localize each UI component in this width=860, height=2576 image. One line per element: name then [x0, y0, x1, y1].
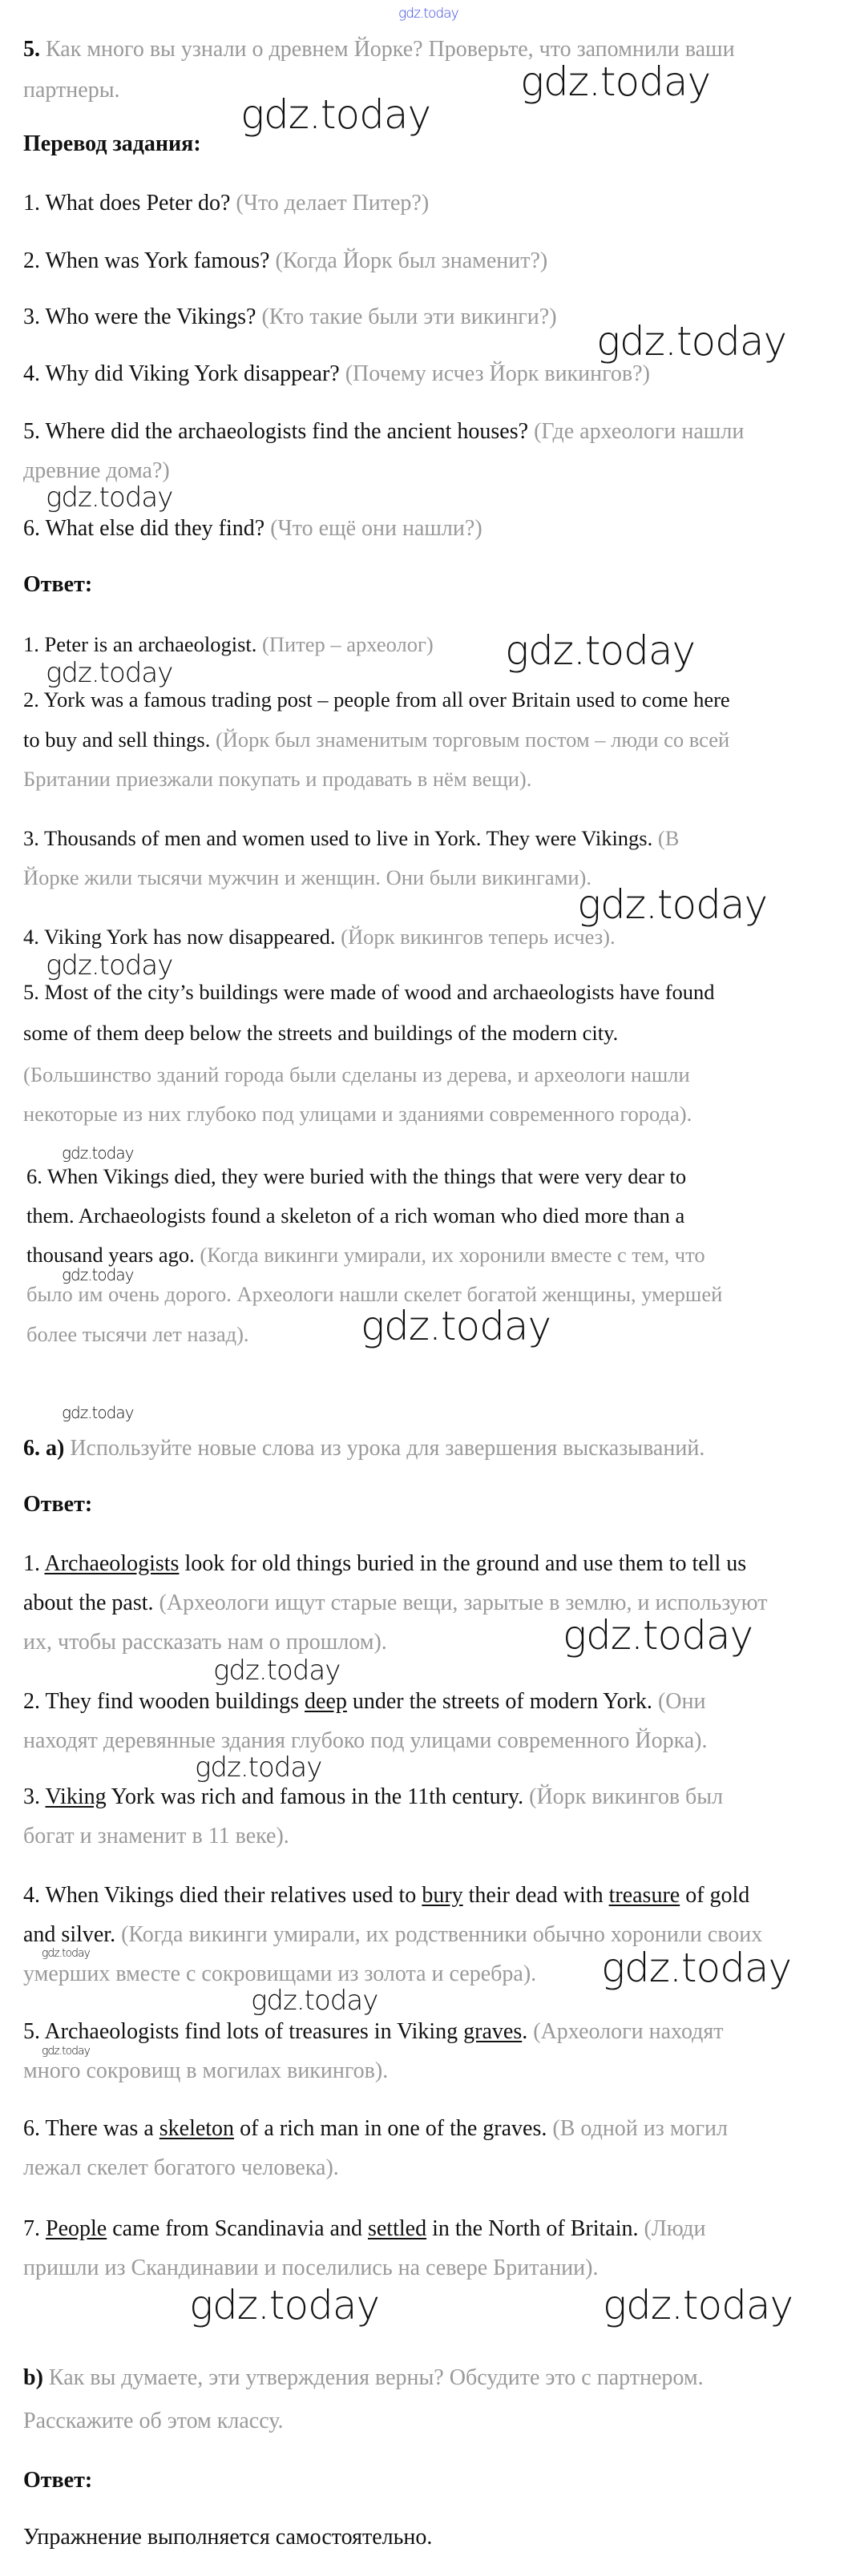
english-text: 5. Where did the archaeologists find the ancient houses? [23, 419, 535, 444]
underlined-keyword: bury [422, 1883, 463, 1908]
translation-text: было им очень дорого. Археологи нашли скелет богатой женщины, умершей [26, 1282, 723, 1306]
text-line [23, 1437, 705, 1460]
text-line [23, 1786, 723, 1808]
translation-text: (Йорк викингов теперь исчез). [341, 925, 616, 949]
watermark: gdz.today [251, 1985, 378, 2017]
underlined-keyword: graves [463, 2019, 523, 2044]
english-text: Упражнение выполняется самостоятельно. [23, 2525, 433, 2550]
text-line [26, 1244, 705, 1266]
text-line [23, 79, 120, 102]
text-line [23, 1022, 618, 1044]
english-text: 1. [23, 1551, 45, 1576]
english-text: to buy and sell things. [23, 728, 216, 752]
english-text: thousand years ago. [26, 1243, 200, 1267]
translation-text: (Питер – археолог) [262, 632, 434, 656]
underlined-keyword: skeleton [159, 2116, 235, 2141]
translation-text: (В одной из могил [552, 2116, 728, 2141]
label-text: Ответ: [23, 2468, 93, 2493]
translation-text: их, чтобы рассказать нам о прошлом). [23, 1630, 387, 1655]
watermark: gdz.today [601, 1945, 792, 1991]
watermark: gdz.today [520, 58, 711, 105]
english-text: . [522, 2019, 534, 2044]
text-line [23, 2469, 92, 2492]
translation-text: (Когда Йорк был знаменит?) [275, 248, 548, 273]
watermark: gdz.today [505, 627, 696, 674]
translation-text: (Люди [644, 2216, 706, 2241]
english-text: York was rich and famous in the 11th century. [106, 1784, 530, 1809]
english-text: 6. What else did they find? [23, 516, 271, 541]
text-line [23, 728, 729, 751]
label-text: Ответ: [23, 572, 93, 597]
watermark: gdz.today [46, 657, 173, 689]
english-text: 3. Thousands of men and women used to live in York. They were Vikings. [23, 826, 658, 850]
english-text: and silver. [23, 1922, 122, 1947]
text-line [23, 1924, 762, 1946]
translation-text: (Почему исчез Йорк викингов?) [345, 361, 650, 386]
english-text: 2. They find wooden buildings [23, 1689, 305, 1714]
english-text: 1. What does Peter do? [23, 191, 236, 216]
english-text: their dead with [462, 1883, 609, 1908]
watermark: gdz.today [62, 1265, 134, 1284]
translation-text: (Кто такие были эти викинги?) [261, 304, 557, 329]
english-text: 7. [23, 2216, 46, 2241]
watermark: gdz.today [361, 1303, 551, 1349]
watermark: gdz.today [398, 6, 458, 22]
text-line [23, 1691, 705, 1713]
text-line [23, 1730, 708, 1752]
text-line [23, 2118, 728, 2140]
english-text: 2. When was York famous? [23, 248, 276, 273]
text-line [23, 1963, 536, 1985]
underlined-keyword: treasure [608, 1883, 680, 1908]
watermark: gdz.today [62, 1403, 134, 1422]
text-line [26, 1165, 686, 1187]
text-line [23, 688, 730, 711]
text-line [23, 518, 482, 540]
translation-text: более тысячи лет назад). [26, 1322, 249, 1346]
text-line [23, 2257, 598, 2280]
english-text: 2. York was a famous trading post – people from all over Britain used to come here [23, 687, 730, 712]
underlined-keyword: deep [305, 1689, 347, 1714]
label-text: 6. a) [23, 1436, 71, 1461]
watermark: gdz.today [62, 1143, 134, 1163]
translation-text: Как много вы узнали о древнем Йорке? Проверьте, что запомнили ваши [46, 37, 735, 62]
english-text: came from Scandinavia and [107, 2216, 368, 2241]
watermark: gdz.today [596, 318, 787, 365]
text-line [23, 2367, 704, 2389]
english-text: them. Archaeologists found a skeleton of a rich woman who died more than a [26, 1203, 685, 1228]
text-line [23, 981, 715, 1003]
text-line [23, 1494, 92, 1516]
watermark: gdz.today [563, 1612, 753, 1659]
english-text: 4. When Vikings died their relatives used to [23, 1883, 422, 1908]
english-text: in the North of Britain. [426, 2216, 644, 2241]
text-line [23, 2060, 388, 2082]
watermark: gdz.today [46, 482, 173, 514]
translation-text: (Что ещё они нашли?) [270, 516, 482, 541]
english-text: look for old things buried in the ground and use them to tell us [179, 1551, 747, 1576]
watermark: gdz.today [195, 1752, 322, 1784]
text-line [23, 1103, 692, 1125]
underlined-keyword: Viking [45, 1784, 107, 1809]
text-line [23, 1553, 746, 1575]
english-text: 6. There was a [23, 2116, 159, 2141]
translation-text: пришли из Скандинавии и поселились на севере Британии). [23, 2256, 599, 2280]
translation-text: древние дома?) [23, 458, 170, 483]
translation-text: (Что делает Питер?) [236, 191, 430, 216]
watermark: gdz.today [603, 2282, 793, 2328]
translation-text: (Они [657, 1689, 706, 1714]
text-line [23, 768, 531, 790]
translation-text: Используйте новые слова из урока для завершения высказываний. [70, 1436, 705, 1461]
translation-text: (Когда викинги умирали, их хоронили вместе с тем, что [200, 1243, 705, 1267]
text-line [23, 827, 679, 849]
text-line [23, 2410, 283, 2433]
translation-text: некоторые из них глубоко под улицами и зданиями современного города). [23, 1102, 692, 1126]
text-line [23, 38, 735, 61]
text-line [23, 460, 170, 482]
underlined-keyword: People [46, 2216, 107, 2241]
english-text: 4. Viking York has now disappeared. [23, 925, 341, 949]
english-text: 4. Why did Viking York disappear? [23, 361, 345, 386]
translation-text: (Археологи находят [533, 2019, 724, 2044]
label-text: Перевод задания: [23, 131, 201, 156]
text-line [23, 633, 434, 655]
text-line [23, 192, 429, 215]
translation-text: Как вы думаете, эти утверждения верны? Обсудите это с партнером. [48, 2365, 704, 2390]
text-line [26, 1323, 249, 1345]
text-line [23, 1885, 749, 1907]
underlined-keyword: settled [367, 2216, 427, 2241]
english-text: about the past. [23, 1590, 159, 1615]
translation-text: Расскажите об этом классу. [23, 2409, 284, 2433]
translation-text: (Большинство зданий города были сделаны из дерева, и археологи нашли [23, 1062, 690, 1086]
translation-text: много сокровищ в могилах викингов). [23, 2058, 389, 2083]
watermark: gdz.today [42, 1947, 90, 1960]
english-text: 6. When Vikings died, they were buried with the things that were very dear to [26, 1164, 687, 1188]
label-text: 5. [23, 37, 46, 62]
translation-text: находят деревянные здания глубоко под улицами современного Йорка). [23, 1728, 708, 1753]
text-line [23, 250, 547, 272]
text-line [23, 2526, 432, 2549]
english-text: of gold [680, 1883, 750, 1908]
watermark: gdz.today [189, 2282, 380, 2328]
english-text: 1. Peter is an archaeologist. [23, 632, 263, 656]
english-text: 5. Most of the city’s buildings were made of wood and archaeologists have found [23, 980, 715, 1004]
label-text: Ответ: [23, 1492, 93, 1517]
text-line [23, 306, 557, 329]
english-text: some of them deep below the streets and buildings of the modern city. [23, 1021, 619, 1045]
translation-text: (Йорк был знаменитым торговым постом – люди со всей [215, 728, 730, 752]
underlined-keyword: Archaeologists [44, 1551, 180, 1576]
text-line [23, 421, 744, 443]
watermark: gdz.today [42, 2045, 90, 2058]
text-line [23, 1825, 289, 1848]
watermark: gdz.today [46, 949, 173, 982]
text-line [26, 1283, 722, 1305]
english-text: of a rich man in one of the graves. [234, 2116, 553, 2141]
translation-text: лежал скелет богатого человека). [23, 2155, 339, 2180]
translation-text: Британии приезжали покупать и продавать в нём вещи). [23, 767, 532, 791]
english-text: under the streets of modern York. [346, 1689, 658, 1714]
translation-text: (В [657, 826, 680, 850]
english-text: 3. Who were the Vikings? [23, 304, 262, 329]
text-line [23, 1631, 387, 1654]
translation-text: (Археологи ищут старые вещи, зарытые в землю, и используют [159, 1590, 768, 1615]
text-line [23, 866, 592, 889]
translation-text: партнеры. [23, 78, 120, 103]
watermark: gdz.today [213, 1655, 341, 1687]
text-line [23, 2157, 339, 2179]
text-line [23, 363, 650, 385]
text-line [23, 1592, 767, 1615]
translation-text: богат и знаменит в 11 веке). [23, 1824, 289, 1848]
english-text: 5. Archaeologists find lots of treasures in Viking [23, 2019, 464, 2044]
label-text: b) [23, 2365, 49, 2390]
text-line [23, 925, 616, 948]
translation-text: умерших вместе с сокровищами из золота и серебра). [23, 1961, 537, 1986]
text-line [23, 2021, 724, 2043]
english-text: 3. [23, 1784, 46, 1809]
translation-text: (Когда викинги умирали, их родственники обычно хоронили своих [121, 1922, 763, 1947]
translation-text: Йорке жили тысячи мужчин и женщин. Они были викингами). [23, 865, 592, 889]
text-line [23, 574, 92, 596]
watermark: gdz.today [240, 91, 431, 138]
translation-text: (Где археологи нашли [534, 419, 745, 444]
watermark: gdz.today [577, 881, 768, 928]
text-line [26, 1204, 684, 1227]
text-line [23, 1063, 690, 1086]
translation-text: (Йорк викингов был [529, 1784, 724, 1809]
text-line [23, 133, 201, 155]
text-line [23, 2218, 706, 2240]
